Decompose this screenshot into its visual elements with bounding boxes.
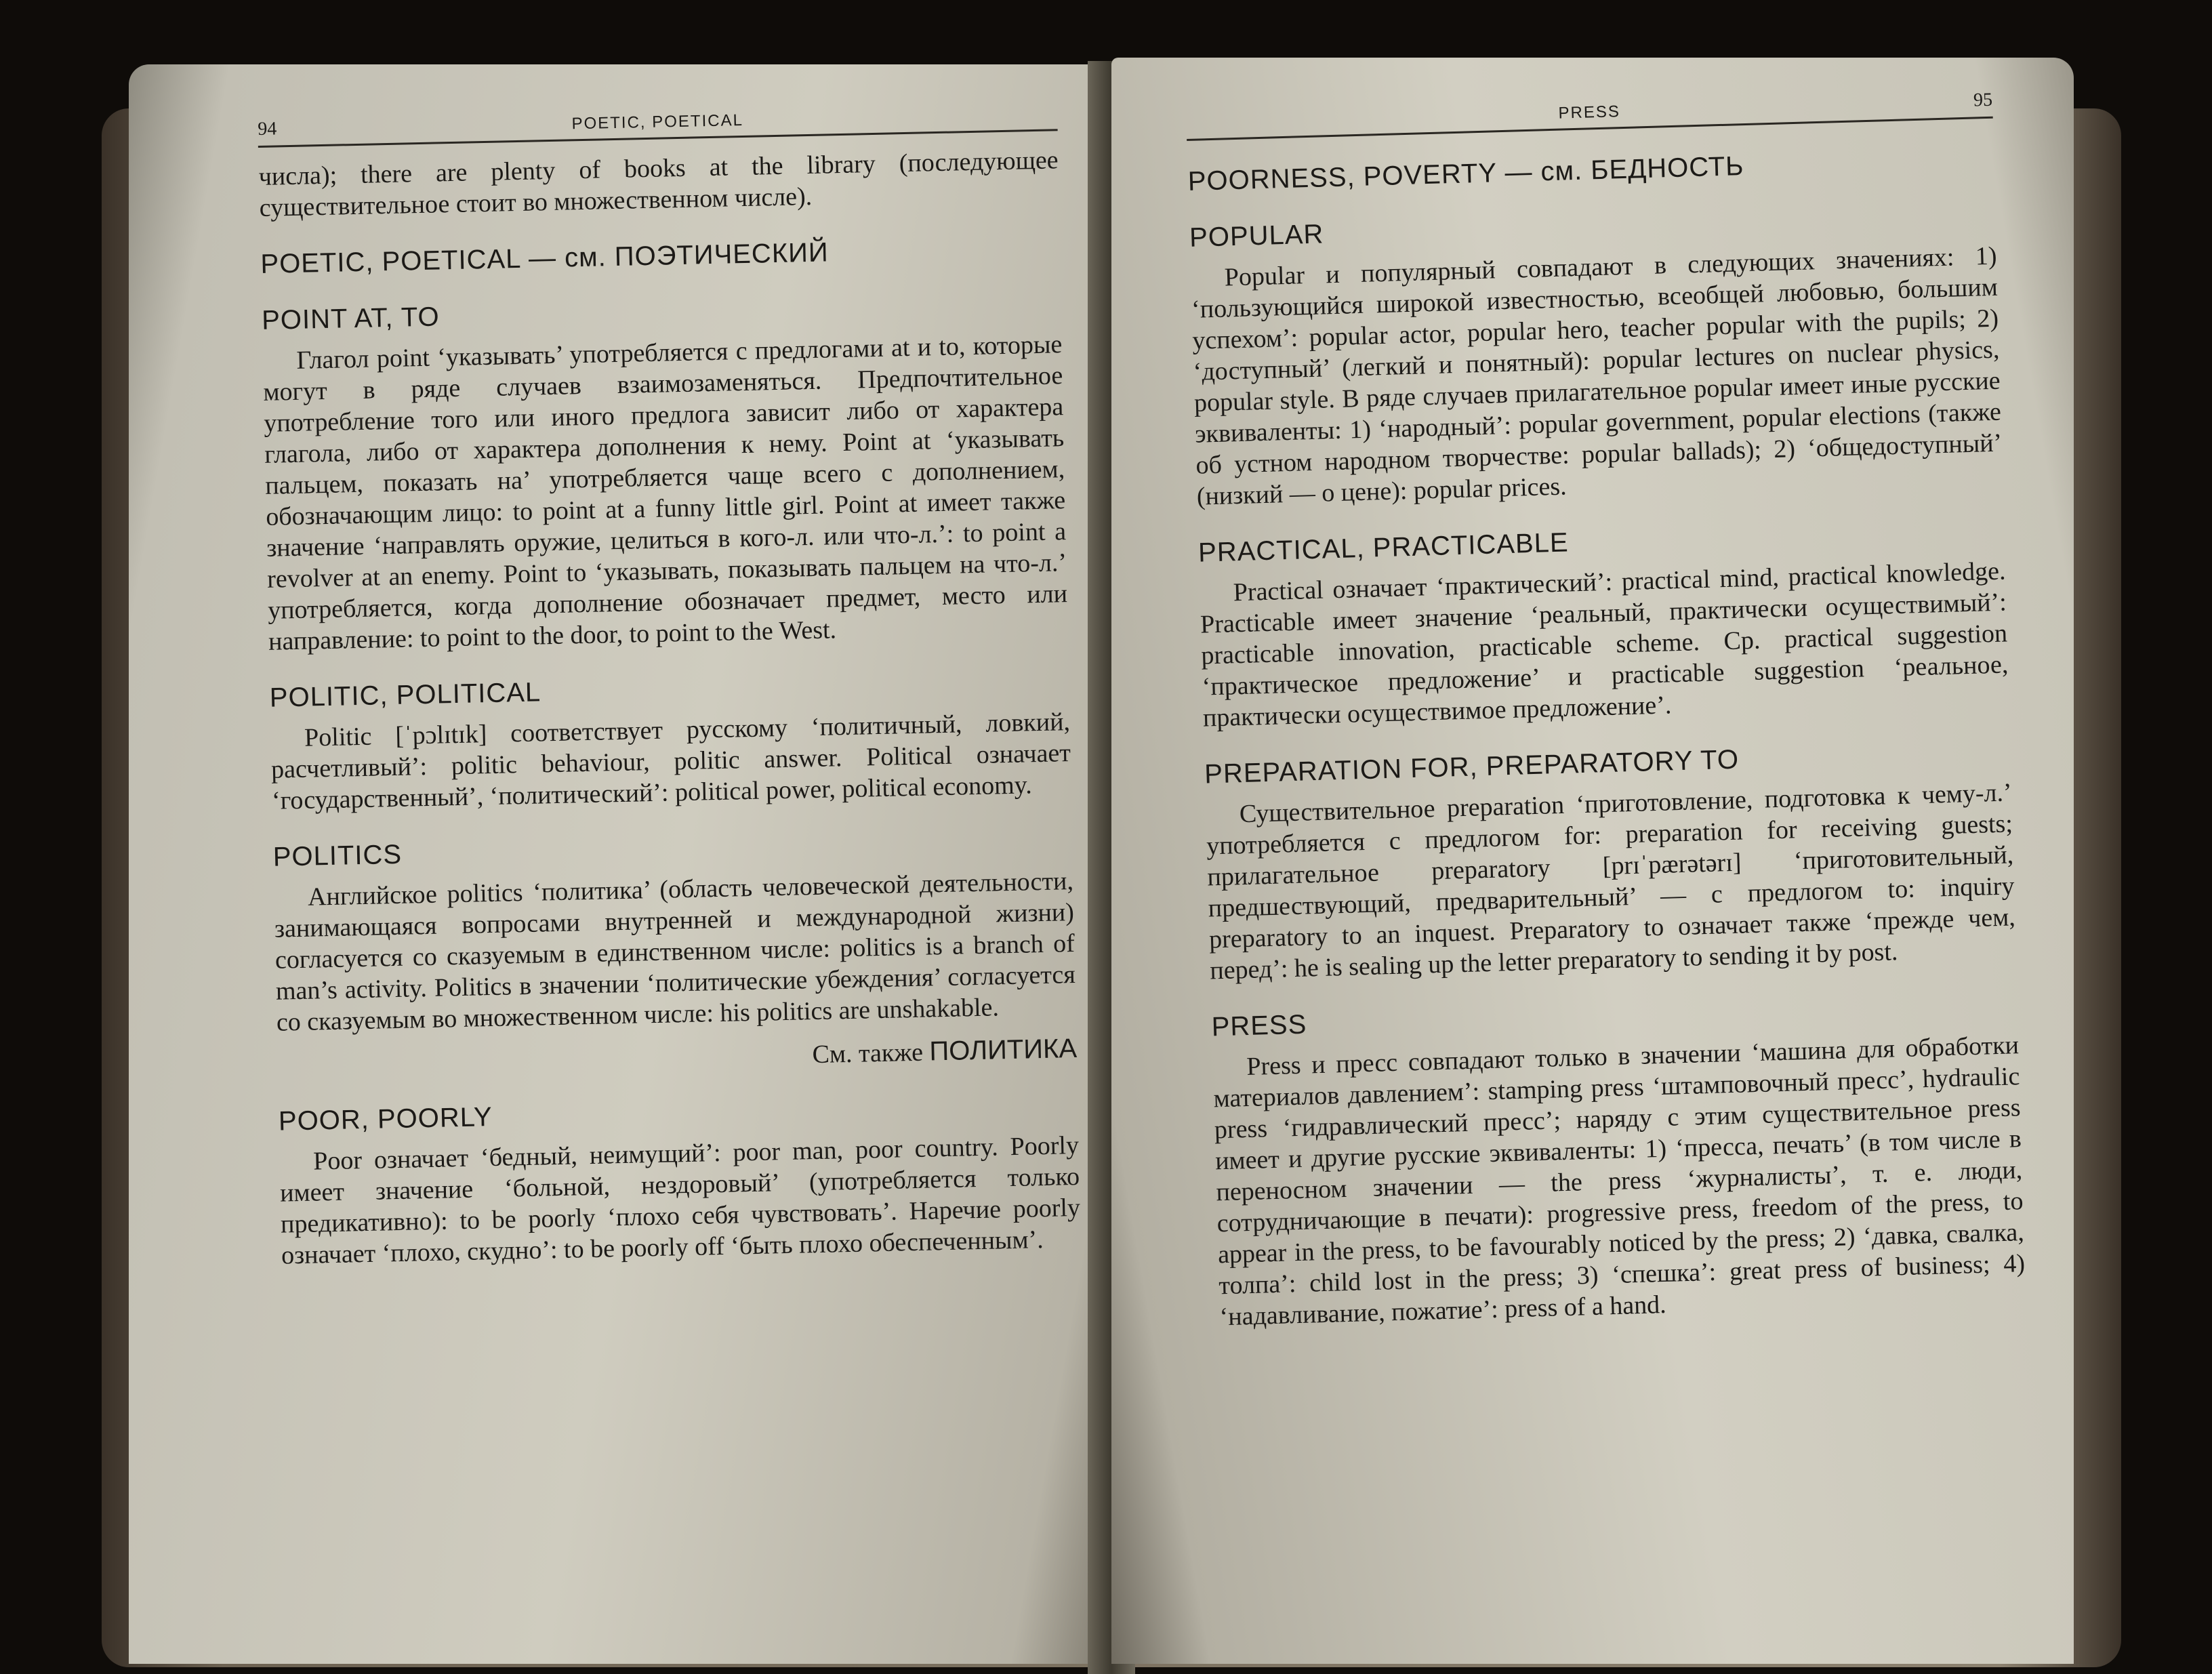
entry-text: Poor означает ‘бедный, неимущий’: poor man, poor country. Poorly имеет значение ‘больной, нездоровый’ (употребляется только предикативно): to be poorly ‘плохо себя чувствовать’. Наречие poorly означает ‘плохо, скудно’: to be poorly off ‘быть плохо обеспеченным’. <box>279 1130 1081 1270</box>
entry-text: Глагол point ‘указывать’ употребляется с предлогами at и to, которые могут в ряде случаев взаимозаменяться. Предпочтительное употребление того или иного предлога зависит либо от характера глагола, либо от характера дополнения к нему. Point at ‘указывать пальцем, показать на’ употребляется чаще всего с дополнением, обозначающим лицо: to point at a funny little girl. Point at имеет также значение ‘направлять оружие, целиться в кого-л. или что-л.’: to point a revolver at an enemy. Point to ‘указывать, показывать пальцем на что-л.’ употребляется, когда дополнение обозначает предмет, место или направление: to point to the door, to point to the West. <box>263 330 1068 656</box>
left-page-number: 94 <box>258 118 277 140</box>
entry-headword: PRESS <box>1211 1009 1307 1042</box>
entry-headword: POLITICS <box>272 839 403 872</box>
see-also-reference <box>277 1034 1078 1081</box>
left-running-head-word: POETIC, POETICAL <box>571 110 744 134</box>
right-page <box>1111 58 2074 1664</box>
entry-headword: PRACTICAL, PRACTICABLE <box>1197 527 1570 568</box>
continuation-text: числа); there are plenty of books at the library (последующее существительное стоит во множественном числе). <box>258 146 1059 222</box>
entry-headword: POINT AT, TO <box>261 302 441 335</box>
left-page <box>129 64 1111 1664</box>
right-page-content <box>1186 89 2026 1333</box>
left-running-head <box>258 102 1058 148</box>
entry-text: Английское politics ‘политика’ (область человеческой деятельности, занимающаяся вопросами внутренней и международной жизни) согласуется со сказуемым в единственном числе: politics is a branch of man’s activity. Politics в значении ‘политические убеждения’ согласуется со сказуемым во множественном числе: his politics are unshakable. <box>274 867 1076 1037</box>
entry-headword: POPULAR <box>1189 219 1324 253</box>
entry-text: Politic [ˈpɔlɪtɪk] соответствует русскому ‘политичный, ловкий, расчетливый’: politic behaviour, politic answer. Political означает ‘государственный’, ‘политический’: political power, political economy. <box>270 708 1071 815</box>
entry-headword: POETIC, POETICAL — см. ПОЭТИЧЕСКИЙ <box>260 237 830 279</box>
right-running-head <box>1186 89 1993 141</box>
entry-headword: POORNESS, POVERTY — см. БЕДНОСТЬ <box>1187 151 1745 197</box>
see-also-word: ПОЛИТИКА <box>929 1033 1078 1067</box>
entry-headword: PREPARATION FOR, PREPARATORY TO <box>1204 744 1740 790</box>
right-page-number: 95 <box>1973 89 1993 111</box>
entry-text: Press и пресс совпадают только в значении ‘машина для обработки материалов давлением’: stamping press ‘штамповочный пресс’, hydraulic press ‘гидравлический пресс’; наряду с этим существительное press имеет и другие русские эквиваленты: 1) ‘пресса, печать’ (в том числе в переносном значении — the press ‘журналисты’, т. е. люди, сотрудничающие в печати): progressive press, freedom of the press, to appear in the press, to be favourably noticed by the press; 2) ‘давка, свалка, толпа’: child lost in the press; 3) ‘спешка’: great press of business; 4) ‘надавливание, пожатие’: press of a hand. <box>1213 1031 2026 1332</box>
entry-text: Practical означает ‘практический’: practical mind, practical knowledge. Practicable имеет значение ‘реальный, практически осуществимый’: practicable innovation, practicable scheme. Ср. practical suggestion ‘практическое предложение’ и practicable suggestion ‘реальное, практически осуществимое предложение’. <box>1200 556 2009 733</box>
see-also-prefix: См. также <box>812 1038 924 1069</box>
entry-headword: POOR, POORLY <box>278 1102 493 1137</box>
left-page-content <box>258 102 1081 1271</box>
entry-text: Popular и популярный совпадают в следующих значениях: 1) ‘пользующийся широкой известностью, всеобщей любовью, большим успехом’: popular actor, popular hero, teacher popular with the pupils; 2) ‘доступный’ (легкий и понятный): popular lectures on nuclear physics, popular style. В ряде случаев прилагательное popular имеет иные русские эквиваленты: 1) ‘народный’: popular government, popular elections (также об устном народном творчестве: popular ballads); 2) ‘общедоступный’ (низкий — о цене): popular prices. <box>1191 241 2003 511</box>
right-running-head-word: PRESS <box>1558 102 1621 123</box>
entry-text: Существительное preparation ‘приготовление, подготовка к чему-л.’ употребляется с предлогом for: preparation for receiving guests; прилагательное preparatory [prɪˈpærətərɪ] ‘приготовительный, предшествующий, предварительный’ — с предлогом to: inquiry preparatory to an inquest. Preparatory to означает также ‘прежде чем, перед’: he is sealing up the letter preparatory to sending it by post. <box>1206 778 2016 985</box>
entry-headword: POLITIC, POLITICAL <box>269 677 541 713</box>
